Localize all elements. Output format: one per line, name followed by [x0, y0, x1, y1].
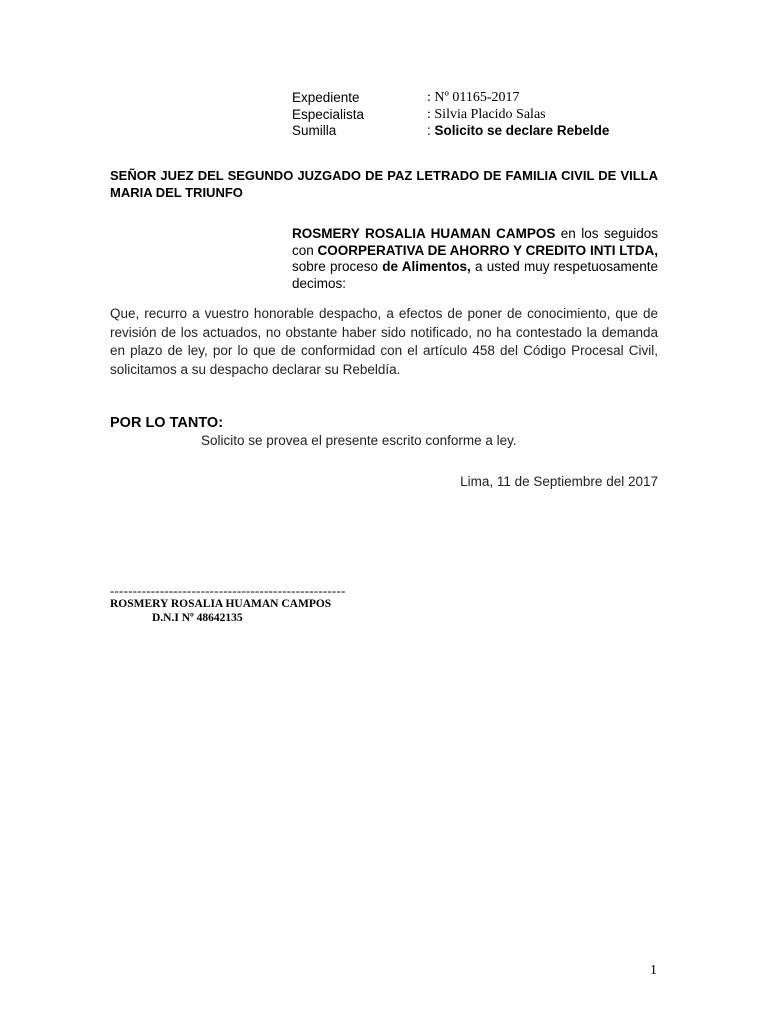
party-paragraph	[292, 226, 658, 292]
signer-name: ROSMERY ROSALIA HUAMAN CAMPOS	[110, 598, 332, 610]
body-paragraph: Que, recurro a vuestro honorable despacho, a efectos de poner de conocimiento, que de revisión de los actuados, no obstante haber sido notificado, no ha contestado la demanda en plazo de ley, por lo que de conformidad con el artículo 458 del Código Procesal Civil, solicitamos a su despacho declarar su Rebeldía.	[110, 306, 658, 377]
place-date: Lima, 11 de Septiembre del 2017	[460, 474, 658, 489]
party-text-1: en los seguidos con	[292, 226, 658, 258]
party-name: ROSMERY ROSALIA HUAMAN CAMPOS	[292, 226, 556, 241]
party-text-2: sobre proceso	[292, 259, 383, 274]
counterparty-name: COORPERATIVA DE AHORRO Y CREDITO INTI LTDA,	[317, 242, 658, 258]
sumilla-label: Sumilla	[292, 123, 337, 138]
sumilla-value: Solicito se declare Rebelde	[434, 123, 610, 138]
signer-dni: D.N.I Nº 48642135	[152, 612, 243, 624]
especialista-row	[292, 107, 609, 124]
expediente-value: : Nº 01165-2017	[427, 90, 520, 105]
expediente-label: Expediente	[292, 90, 360, 105]
therefore-heading: POR LO TANTO:	[110, 415, 224, 431]
court-address: SEÑOR JUEZ DEL SEGUNDO JUZGADO DE PAZ LETRADO DE FAMILIA CIVIL DE VILLA MARIA DEL TRIUNFO	[110, 168, 658, 200]
signature-line: ----------------------------------------------------	[110, 583, 346, 598]
request-text: Solicito se provea el presente escrito conforme a ley.	[201, 433, 517, 448]
case-header	[292, 90, 609, 140]
sumilla-row	[292, 123, 609, 140]
especialista-value: : Silvia Placido Salas	[427, 106, 546, 122]
party-text-3: a usted muy respetuosamente decimos:	[292, 259, 658, 291]
expediente-row	[292, 90, 609, 107]
page-number: 1	[650, 963, 657, 978]
process-type: de Alimentos,	[382, 259, 471, 274]
sumilla-colon: :	[427, 123, 435, 138]
especialista-label: Especialista	[292, 106, 365, 122]
